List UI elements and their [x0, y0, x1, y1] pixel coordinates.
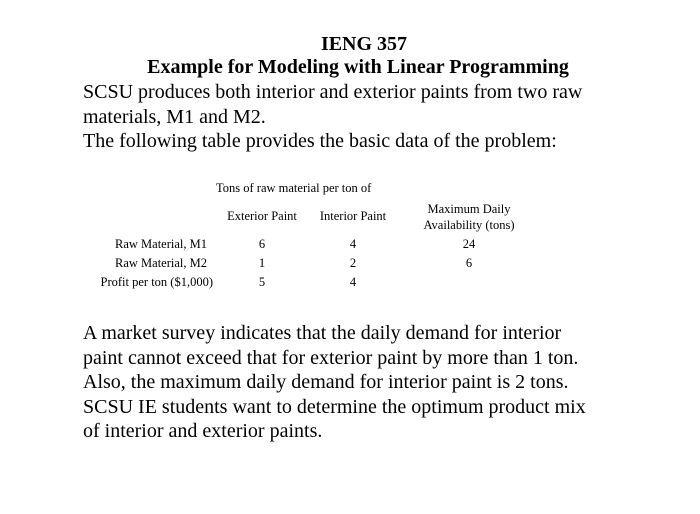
row-label: Raw Material, M2 — [115, 256, 207, 270]
row-label: Raw Material, M1 — [115, 237, 207, 251]
cell-interior: 2 — [349, 256, 357, 270]
course-title: IENG 357 — [320, 33, 408, 55]
cell-exterior: 1 — [258, 256, 266, 270]
survey-paragraph — [83, 321, 683, 444]
cell-interior: 4 — [349, 237, 357, 251]
cell-exterior: 6 — [258, 237, 266, 251]
intro-line: The following table provides the basic data of the problem: — [83, 130, 557, 152]
cell-max: 24 — [462, 237, 476, 251]
survey-line: SCSU IE students want to determine the optimum product mix — [83, 395, 586, 418]
intro-paragraph — [83, 80, 683, 154]
intro-line: materials, M1 and M2. — [83, 105, 266, 128]
survey-line: A market survey indicates that the daily demand for interior — [83, 322, 562, 344]
page-subtitle: Example for Modeling with Linear Programming — [147, 56, 569, 78]
column-header-interior: Interior Paint — [319, 209, 387, 223]
survey-line: Also, the maximum daily demand for interior paint is 2 tons. — [83, 371, 569, 393]
cell-interior: 4 — [349, 275, 357, 289]
table-group-header: Tons of raw material per ton of — [216, 181, 372, 195]
survey-line: of interior and exterior paints. — [83, 420, 323, 442]
column-header-max-line2: Availability (tons) — [423, 218, 515, 232]
column-header-exterior: Exterior Paint — [227, 209, 297, 223]
cell-exterior: 5 — [258, 275, 266, 289]
intro-line: SCSU produces both interior and exterior paints from two raw — [83, 81, 583, 103]
cell-max: 6 — [465, 256, 473, 270]
row-label: Profit per ton ($1,000) — [100, 275, 213, 289]
column-header-max-line1: Maximum Daily — [427, 202, 511, 216]
survey-line: paint cannot exceed that for exterior paint by more than 1 ton. — [83, 346, 579, 369]
